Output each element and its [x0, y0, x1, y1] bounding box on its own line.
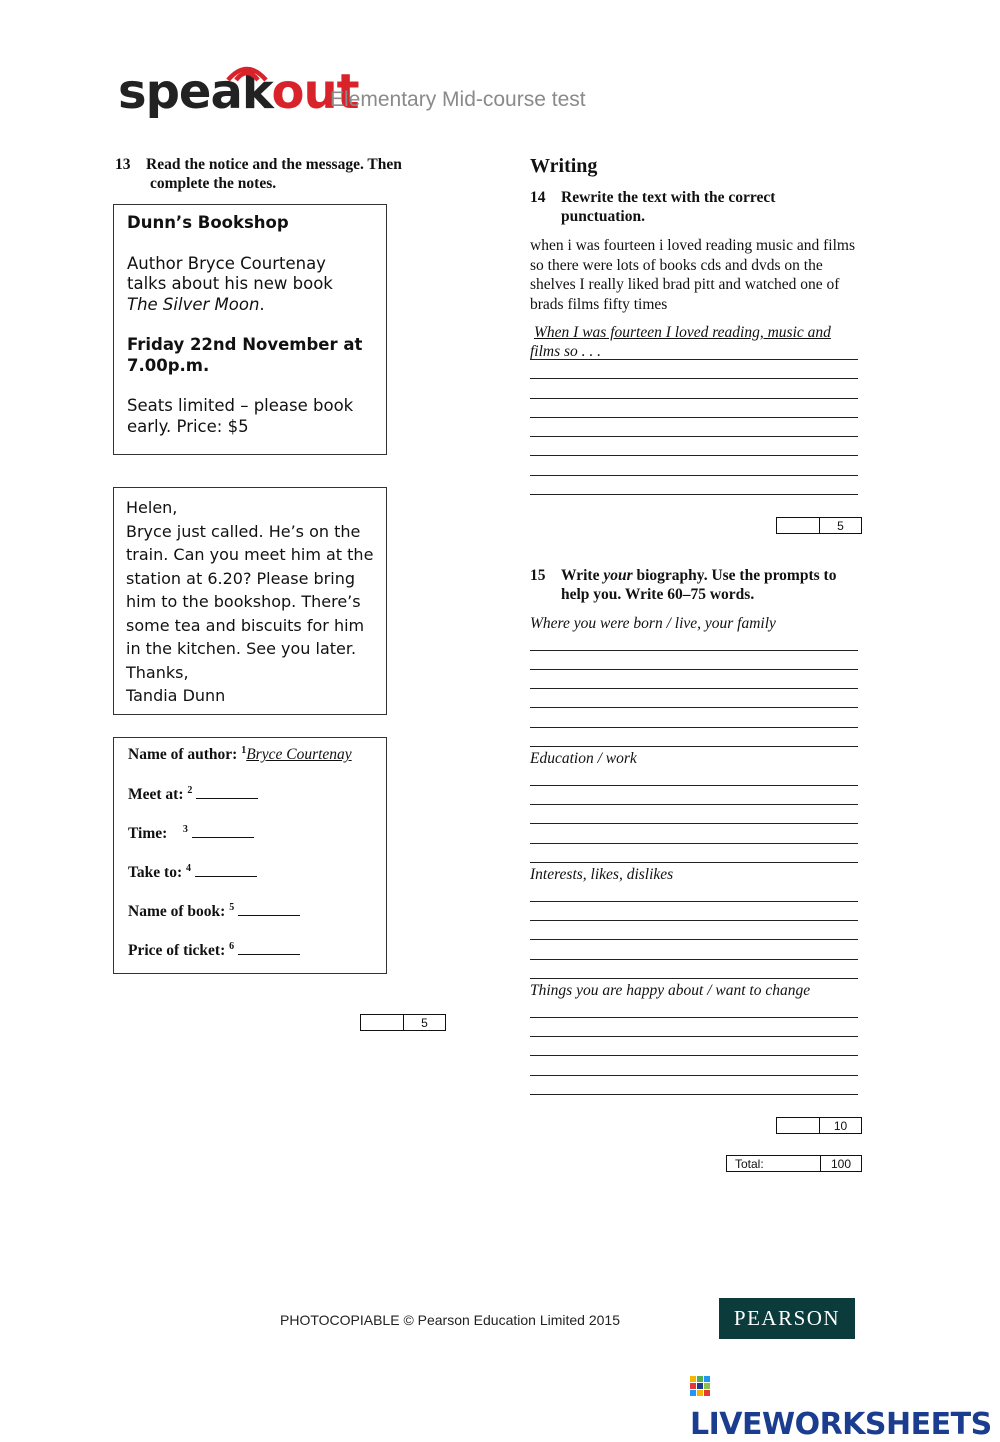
q15-writing-line[interactable]: [530, 804, 858, 805]
q15-writing-line[interactable]: [530, 1036, 858, 1037]
q15-writing-line[interactable]: [530, 920, 858, 921]
note-author-answer: Bryce Courtenay: [246, 746, 352, 764]
q14-writing-line[interactable]: [530, 436, 858, 437]
q14-text: when i was fourteen i loved reading music and films so there were lots of books cds and dvds on the shelves I really liked brad pitt and watched one of brads films fifty times: [530, 237, 855, 313]
q15-writing-line[interactable]: [530, 1055, 858, 1056]
q14-writing-line[interactable]: [530, 359, 858, 360]
q14-writing-line[interactable]: [530, 417, 858, 418]
liveworksheets-badge-icon: [690, 1376, 712, 1402]
q15-writing-line[interactable]: [530, 727, 858, 728]
speakout-logo: speakout: [118, 64, 359, 120]
q15-heading: 15 Write your biography. Use the prompts to help you. Write 60–75 words.: [530, 567, 837, 603]
q14-writing-line[interactable]: [530, 494, 858, 495]
q15-writing-line[interactable]: [530, 939, 858, 940]
note-take-to: Take to: $^4$: [128, 862, 257, 882]
q15-writing-line[interactable]: [530, 1094, 858, 1095]
q15-writing-line[interactable]: [530, 823, 858, 824]
handwritten-message: Helen, Bryce just called. He’s on the train. Can you meet him at the station at 6.20? Please bring him to the bookshop. There’s some tea and biscuits for him in the kitchen. See you later. Thanks, Tandia Dunn: [113, 487, 387, 715]
q15-writing-line[interactable]: [530, 688, 858, 689]
answer-blank-3[interactable]: [192, 823, 254, 838]
q14-example-line2: films so . . .: [530, 343, 602, 360]
liveworksheets-logo: LIVEWORKSHEETS: [690, 1372, 1000, 1442]
copyright-notice: PHOTOCOPIABLE © Pearson Education Limited 2015: [280, 1312, 621, 1328]
bookshop-notice: Dunn’s Bookshop Author Bryce Courtenay talks about his new book The Silver Moon. Friday 22nd November at 7.00p.m. Seats limited – please book early. Price: $5: [113, 204, 387, 455]
prompt-interests: Interests, likes, dislikes: [530, 866, 674, 883]
q15-writing-line[interactable]: [530, 901, 858, 902]
writing-section-title: Writing: [530, 155, 598, 177]
note-book-name: Name of book: $^5$: [128, 901, 300, 921]
note-time: Time: $^3$: [128, 823, 254, 843]
q14-writing-line[interactable]: [530, 455, 858, 456]
q15-score-box: 10: [776, 1117, 862, 1134]
total-score-box: Total: 100: [726, 1155, 862, 1172]
q15-writing-line[interactable]: [530, 1017, 858, 1018]
q15-writing-line[interactable]: [530, 669, 858, 670]
q15-writing-line[interactable]: [530, 978, 858, 979]
note-author: Name of author: $^1$Bryce Courtenay: [128, 745, 352, 764]
q15-writing-line[interactable]: [530, 1075, 858, 1076]
answer-blank-2[interactable]: [196, 784, 258, 799]
q14-writing-line[interactable]: [530, 398, 858, 399]
notes-form: [113, 737, 387, 974]
q15-writing-line[interactable]: [530, 843, 858, 844]
q13-score-box: 5: [360, 1014, 446, 1031]
q15-writing-line[interactable]: [530, 650, 858, 651]
notice-book-title: The Silver Moon: [127, 294, 260, 314]
q14-example-line1: When I was fourteen I loved reading, music and: [534, 324, 831, 341]
q15-writing-line[interactable]: [530, 785, 858, 786]
note-meet-at: Meet at: $^2$: [128, 784, 258, 804]
q15-writing-line[interactable]: [530, 862, 858, 863]
signal-arc-icon: [222, 60, 272, 82]
q15-writing-line[interactable]: [530, 746, 858, 747]
answer-blank-5[interactable]: [238, 901, 300, 916]
pearson-logo: PEARSON: [719, 1298, 855, 1339]
answer-blank-4[interactable]: [195, 862, 257, 877]
prompt-born-family: Where you were born / live, your family: [530, 615, 776, 632]
note-ticket-price: Price of ticket: $^6$: [128, 940, 300, 960]
q15-writing-line[interactable]: [530, 707, 858, 708]
prompt-education-work: Education / work: [530, 750, 637, 767]
q14-score-box: 5: [776, 517, 862, 534]
q15-writing-line[interactable]: [530, 959, 858, 960]
q14-writing-line[interactable]: [530, 475, 858, 476]
q13-heading: 13 Read the notice and the message. Then complete the notes.: [115, 156, 402, 192]
q14-heading: 14 Rewrite the text with the correct punctuation.: [530, 189, 776, 225]
test-subtitle: Elementary Mid-course test: [330, 88, 586, 111]
answer-blank-6[interactable]: [238, 940, 300, 955]
notice-title: Dunn’s Bookshop: [127, 213, 289, 232]
prompt-happy-change: Things you are happy about / want to change: [530, 982, 811, 999]
q14-writing-line[interactable]: [530, 378, 858, 379]
